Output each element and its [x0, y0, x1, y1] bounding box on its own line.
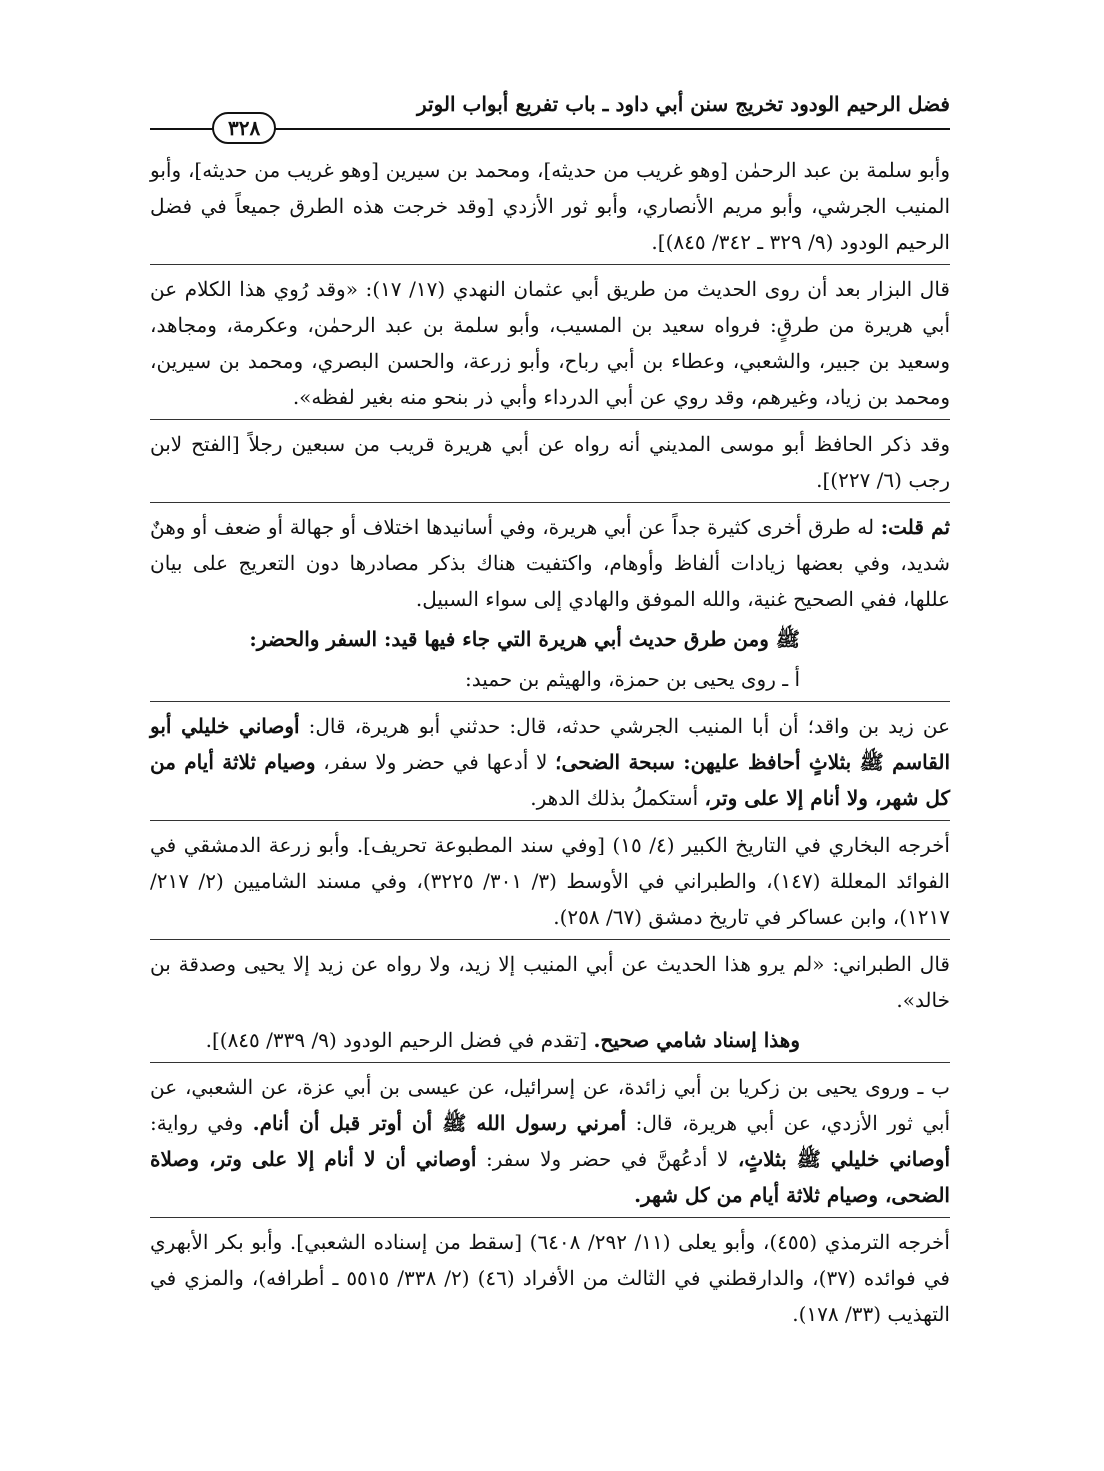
paragraph-8-text: [تقدم في فضل الرحيم الودود (٩/ ٣٣٩/ ٨٤٥)]. — [205, 1028, 588, 1052]
subsection-a: أ ـ روى يحيى بن حمزة، والهيثم بن حميد: — [464, 667, 800, 691]
divider — [150, 1062, 950, 1063]
body-text — [150, 152, 950, 1332]
section-heading — [150, 621, 950, 657]
divider — [150, 419, 950, 420]
paragraph-9-a: ب ـ وروى يحيى بن زكريا بن أبي زائدة، عن إسرائيل، عن عيسى بن أبي عزة، عن الشعبي، عن أبي ثور الأزدي، عن أبي هريرة، قال: — [150, 1075, 951, 1135]
hadith-text-4: أوصاني خليلي ﷺ بثلاثٍ، — [737, 1147, 950, 1171]
paragraph-4 — [150, 509, 950, 617]
divider — [150, 264, 950, 265]
page — [150, 88, 950, 1336]
divider — [150, 701, 950, 702]
paragraph-10: أخرجه الترمذي (٤٥٥)، وأبو يعلى (١١/ ٢٩٢/ ٦٤٠٨) [سقط من إسناده الشعبي]. وأبو بكر الأبهري في فوائده (٣٧)، والدارقطني في الثالث من الأفراد (٤٦) (٢/ ٣٣٨/ ٥٥١٥ ـ أطرافه)، والمزي في التهذيب (٣٣/ ١٧٨). — [150, 1230, 950, 1326]
paragraph-3: وقد ذكر الحافظ أبو موسى المديني أنه رواه عن أبي هريرة قريب من سبعين رجلاً [الفتح لابن رجب (٦/ ٢٢٧)]. — [150, 432, 950, 492]
paragraph-2: قال البزار بعد أن روى الحديث من طريق أبي عثمان النهدي (١٧/ ١٧): «وقد رُوي هذا الكلام عن أبي هريرة من طرقٍ: فرواه سعيد بن المسيب، وأبو سلمة بن عبد الرحمٰن، وعكرمة، ومجاهد، وسعيد بن جبير، والشعبي، وعطاء بن أبي رباح، وأبو زرعة، والحسن البصري، ومحمد بن سيرين، ومحمد بن زياد، وغيرهم، وقد روي عن أبي الدرداء وأبي ذر بنحو منه بغير لفظه». — [150, 277, 950, 409]
paragraph-6: أخرجه البخاري في التاريخ الكبير (٤/ ١٥) [وفي سند المطبوعة تحريف]. وأبو زرعة الدمشقي في الفوائد المعللة (١٤٧)، والطبراني في الأوسط (٣/ ٣٠١/ ٣٢٢٥)، وفي مسند الشاميين (٢/ ٢١٧/ ١٢١٧)، وابن عساكر في تاريخ دمشق (٦٧/ ٢٥٨). — [150, 833, 950, 929]
hadith-text-1: أوصاني خليلي أبو القاسم ﷺ بثلاثٍ أحافظ عليهن: سبحة الضحى؛ — [150, 714, 950, 774]
hadith-text-2: وصيام ثلاثة أيام من كل شهر، ولا أنام إلا على وتر، — [150, 750, 950, 810]
paragraph-9 — [150, 1069, 950, 1213]
section-heading-text: ﷺ ومن طرق حديث أبي هريرة التي جاء فيها قيد: السفر والحضر: — [249, 627, 800, 651]
paragraph-9-c: لا أدعُهنَّ في حضر ولا سفر: — [485, 1147, 729, 1171]
paragraph-8 — [150, 1022, 950, 1058]
page-number: ٣٢٨ — [212, 112, 276, 144]
divider — [150, 939, 950, 940]
paragraph-5-mid: لا أدعها في حضر ولا سفر، — [323, 750, 548, 774]
paragraph-4-lead: ثم قلت: — [880, 515, 951, 539]
header-title: فضل الرحيم الودود تخريج سنن أبي داود ـ باب تفريع أبواب الوتر — [416, 92, 950, 116]
grading-text: وهذا إسناد شامي صحيح. — [593, 1028, 800, 1052]
paragraph-7: قال الطبراني: «لم يرو هذا الحديث عن أبي المنيب إلا زيد، ولا رواه عن زيد إلا يحيى وصدقة بن خالد». — [150, 952, 950, 1012]
hadith-text-3: أمرني رسول الله ﷺ أن أوتر قبل أن أنام. — [252, 1111, 627, 1135]
paragraph-4-text: له طرق أخرى كثيرة جداً عن أبي هريرة، وفي أسانيدها اختلاف أو جهالة أو ضعف أو وهنٌ شديد، وفي بعضها زيادات ألفاظ وأوهام، واكتفيت هناك بذكر مصادرها دون التعريج على بيان عللها، ففي الصحيح غنية، والله الموفق والهادي إلى سواء السبيل. — [150, 515, 950, 611]
paragraph-5-text: عن زيد بن واقد؛ أن أبا المنيب الجرشي حدثه، قال: حدثني أبو هريرة، قال: — [308, 714, 951, 738]
paragraph-9-b: وفي رواية: — [150, 1111, 244, 1135]
divider — [150, 1217, 950, 1218]
divider — [150, 820, 950, 821]
hadith-text-5: أوصاني أن لا أنام إلا على وتر، وصلاة الضحى، وصيام ثلاثة أيام من كل شهر. — [150, 1147, 950, 1207]
divider — [150, 502, 950, 503]
paragraph-5-end: أستكملُ بذلك الدهر. — [530, 786, 699, 810]
paragraph-5 — [150, 708, 950, 816]
paragraph-1: وأبو سلمة بن عبد الرحمٰن [وهو غريب من حديثه]، ومحمد بن سيرين [وهو غريب من حديثه]، وأبو المنيب الجرشي، وأبو مريم الأنصاري، وأبو ثور الأزدي [وقد خرجت هذه الطرق جميعاً في فضل الرحيم الودود (٩/ ٣٢٩ ـ ٣٤٢/ ٨٤٥)]. — [150, 158, 951, 254]
running-header — [150, 88, 950, 150]
